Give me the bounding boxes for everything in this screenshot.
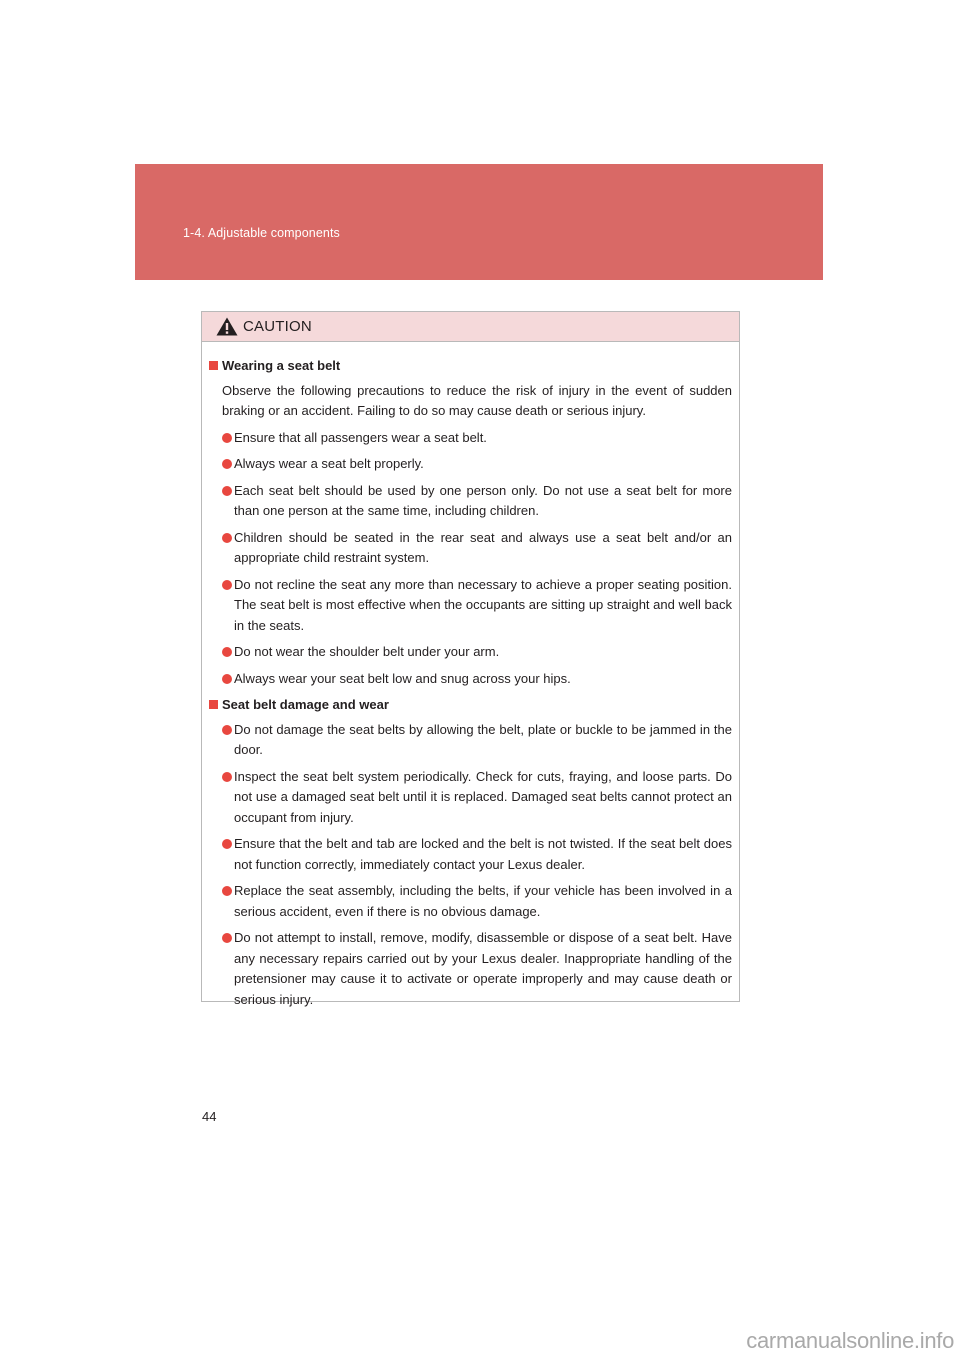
round-bullet-icon [222,725,232,735]
section-heading-wearing-seat-belt: Wearing a seat belt [209,356,732,377]
round-bullet-icon [222,839,232,849]
list-item: Ensure that all passengers wear a seat belt. [209,428,732,449]
round-bullet-icon [222,933,232,943]
list-item: Ensure that the belt and tab are locked and the belt is not twisted. If the seat belt does not function correctly, immediately contact your Lexus dealer. [209,834,732,875]
list-item: Do not damage the seat belts by allowing the belt, plate or buckle to be jammed in the door. [209,720,732,761]
caution-box [201,311,740,1007]
round-bullet-icon [222,486,232,496]
section-heading-damage-and-wear: Seat belt damage and wear [209,695,732,716]
page-number: 44 [202,1109,217,1124]
watermark: carmanualsonline.info [746,1328,954,1353]
intro-paragraph: Observe the following precautions to reduce the risk of injury in the event of sudden braking or an accident. Failing to do so may cause death or serious injury. [222,382,732,418]
round-bullet-icon [222,772,232,782]
round-bullet-icon [222,674,232,684]
round-bullet-icon [222,433,232,443]
caution-header [202,312,739,342]
section-title: 1-4. Adjustable components [183,226,340,240]
list-item: Children should be seated in the rear seat and always use a seat belt and/or an appropriate child restraint system. [209,528,732,569]
list-item: Replace the seat assembly, including the belts, if your vehicle has been involved in a serious accident, even if there is no obvious damage. [209,881,732,922]
list-item: Each seat belt should be used by one person only. Do not use a seat belt for more than one person at the same time, including children. [209,481,732,522]
round-bullet-icon [222,533,232,543]
warning-triangle-icon [216,317,238,336]
list-item: Do not wear the shoulder belt under your arm. [209,642,732,663]
square-bullet-icon [209,361,218,370]
round-bullet-icon [222,647,232,657]
caution-content [202,342,739,1010]
square-bullet-icon [209,700,218,709]
list-item: Do not attempt to install, remove, modify, disassemble or dispose of a seat belt. Have any necessary repairs carried out by your Lexus dealer. Inappropriate handling of the pretensioner may cause it to activate or operate improperly and may cause death or serious injury. [209,928,732,1010]
list-item: Always wear your seat belt low and snug across your hips. [209,669,732,690]
section-header-band [135,164,823,280]
list-item: Inspect the seat belt system periodically. Check for cuts, fraying, and loose parts. Do not use a damaged seat belt until it is replaced. Damaged seat belts cannot protect an occupant from injury. [209,767,732,829]
caution-label: CAUTION [243,318,312,335]
list-item: Do not recline the seat any more than necessary to achieve a proper seating position. The seat belt is most effective when the occupants are sitting up straight and well back in the seats. [209,575,732,637]
round-bullet-icon [222,580,232,590]
round-bullet-icon [222,886,232,896]
list-item: Always wear a seat belt properly. [209,454,732,475]
round-bullet-icon [222,459,232,469]
